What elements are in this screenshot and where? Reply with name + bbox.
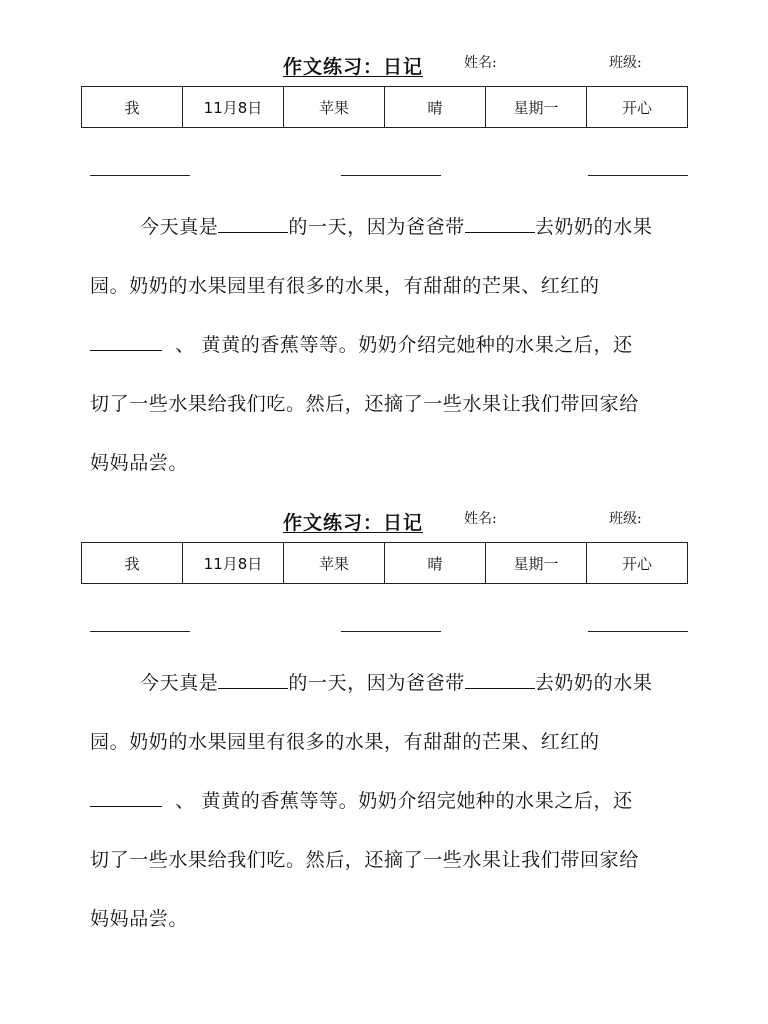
blank-line[interactable] [90, 631, 190, 632]
fill-blank[interactable] [465, 212, 535, 233]
fill-blank[interactable] [90, 786, 162, 807]
table-cell: 苹果 [284, 543, 385, 584]
name-label: 姓名: [464, 55, 497, 71]
fill-blank[interactable] [218, 668, 288, 689]
class-label: 班级: [609, 55, 642, 71]
paragraph-text: 去奶奶的水果 [534, 672, 653, 694]
blank-line[interactable] [341, 631, 441, 632]
paragraph-text: 去奶奶的水果 [534, 216, 653, 238]
table-cell: 开心 [587, 87, 688, 128]
blank-line[interactable] [588, 175, 688, 176]
fill-blank[interactable] [218, 212, 288, 233]
table-cell: 苹果 [284, 87, 385, 128]
diary-paragraph [90, 654, 690, 949]
blank-line[interactable] [341, 175, 441, 176]
table-cell: 晴 [385, 543, 486, 584]
table-cell: 11月8日 [183, 543, 284, 584]
paragraph-line: 切了一些水果给我们吃。然后，还摘了一些水果让我们带回家给 [90, 393, 639, 415]
paragraph-text: 的一天，因为爸爸带 [288, 672, 465, 694]
name-label: 姓名: [464, 511, 497, 527]
paragraph-line: 切了一些水果给我们吃。然后，还摘了一些水果让我们带回家给 [90, 849, 639, 871]
blank-line[interactable] [90, 175, 190, 176]
paragraph-line: 妈妈品尝。 [90, 452, 189, 474]
paragraph-line [90, 772, 690, 831]
worksheet-title: 作文练习：日记 [283, 512, 424, 534]
paragraph-line: 园。奶奶的水果园里有很多的水果，有甜甜的芒果、红红的 [90, 275, 600, 297]
paragraph-text: 、 黄黄的香蕉等等。奶奶介绍完她种的水果之后，还 [175, 334, 633, 356]
paragraph-line: 妈妈品尝。 [90, 908, 189, 930]
table-cell: 星期一 [486, 543, 587, 584]
info-table [81, 86, 688, 128]
paragraph-text: 今天真是 [140, 216, 219, 238]
paragraph-line: 园。奶奶的水果园里有很多的水果，有甜甜的芒果、红红的 [90, 731, 600, 753]
fill-blank[interactable] [90, 330, 162, 351]
table-cell: 我 [82, 87, 183, 128]
paragraph-text: 今天真是 [140, 672, 219, 694]
info-table [81, 542, 688, 584]
table-row [82, 543, 688, 584]
worksheet-section-1 [0, 0, 768, 474]
paragraph-text: 的一天，因为爸爸带 [288, 216, 465, 238]
paragraph-line [90, 198, 690, 257]
table-cell: 星期一 [486, 87, 587, 128]
worksheet-section-2 [0, 456, 768, 930]
table-cell: 开心 [587, 543, 688, 584]
diary-paragraph [90, 198, 690, 493]
paragraph-line [90, 654, 690, 713]
paragraph-line [90, 316, 690, 375]
table-cell: 我 [82, 543, 183, 584]
table-cell: 11月8日 [183, 87, 284, 128]
fill-blank[interactable] [465, 668, 535, 689]
worksheet-title: 作文练习：日记 [283, 56, 424, 78]
blank-line[interactable] [588, 631, 688, 632]
class-label: 班级: [609, 511, 642, 527]
paragraph-text: 、 黄黄的香蕉等等。奶奶介绍完她种的水果之后，还 [175, 790, 633, 812]
table-row [82, 87, 688, 128]
table-cell: 晴 [385, 87, 486, 128]
